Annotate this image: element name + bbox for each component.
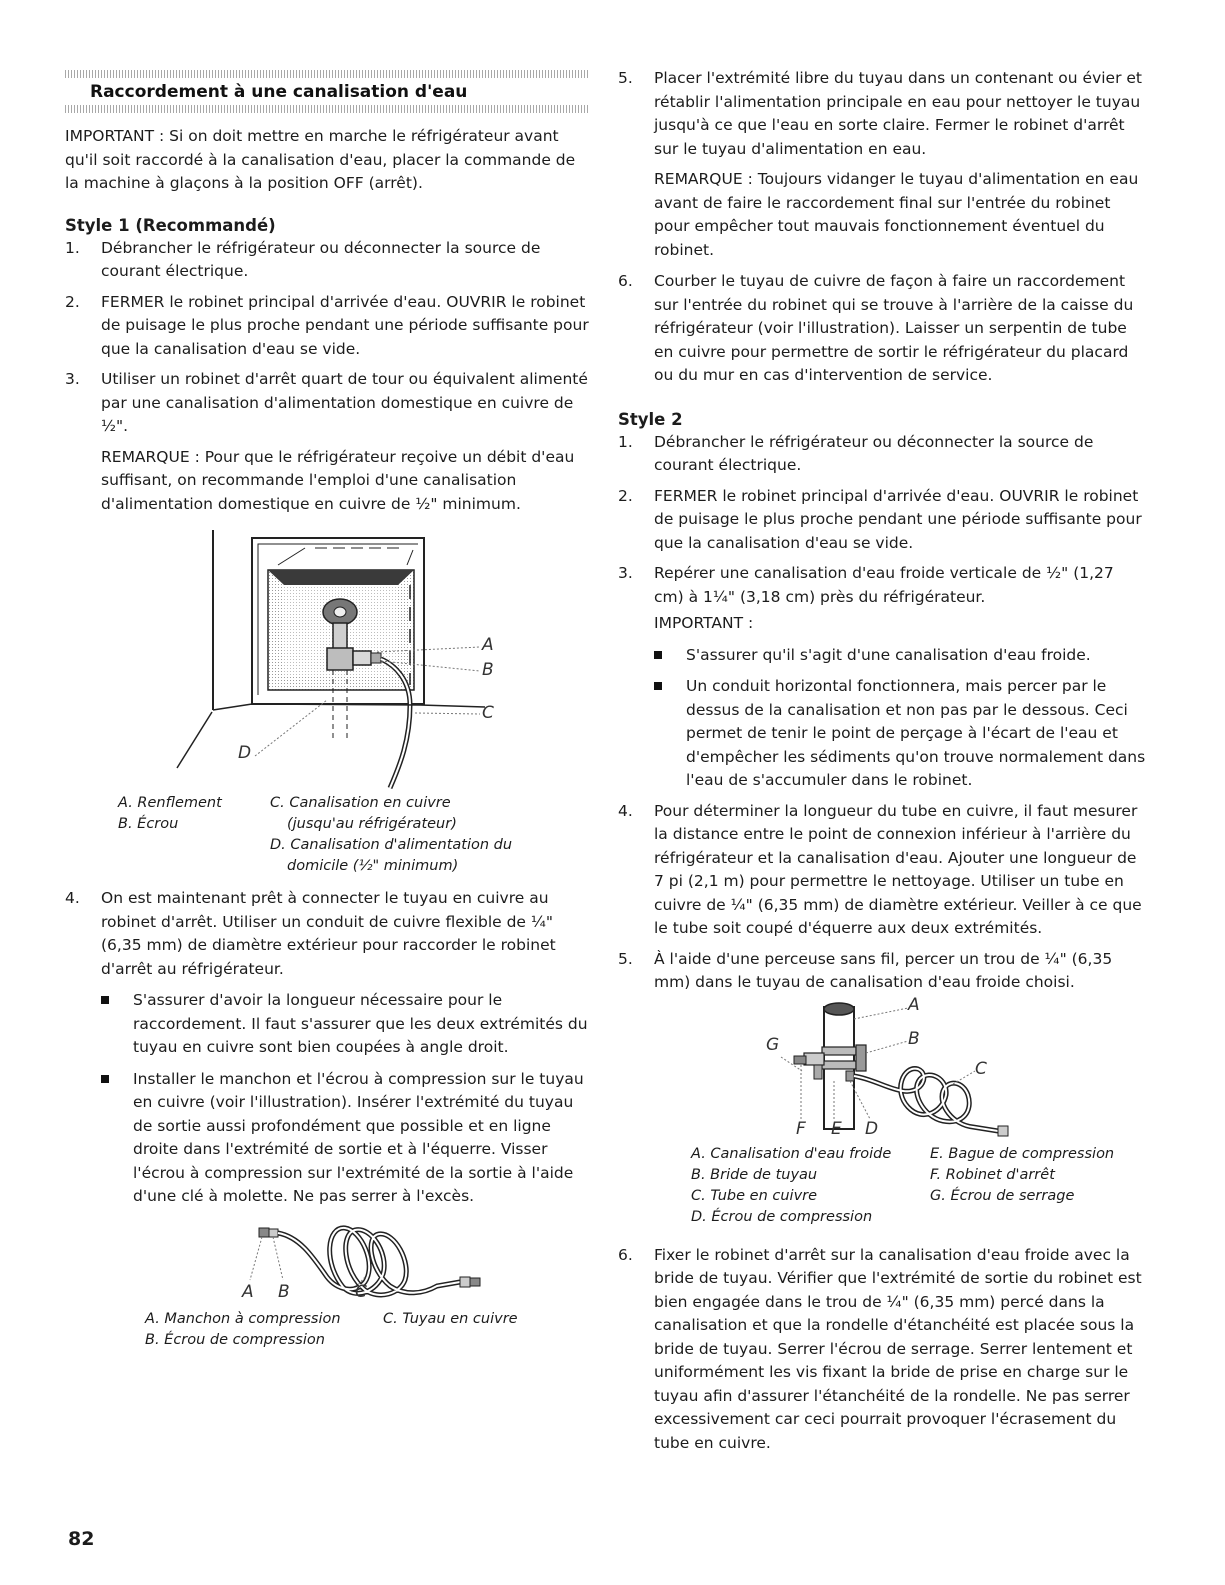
fig3-label-g: G xyxy=(766,1034,780,1055)
bullet-marker xyxy=(101,1075,109,1083)
fig3-caption-d: D. Écrou de compression xyxy=(691,1208,873,1225)
fig3-caption-f: F. Robinet d'arrêt xyxy=(930,1166,1055,1183)
step4-bullet-2 xyxy=(101,1068,590,1209)
fig3-caption-a: A. Canalisation d'eau froide xyxy=(691,1145,892,1162)
step4-bullets xyxy=(101,989,590,1209)
fig3-label-d: D xyxy=(865,1118,879,1139)
style2-heading: Style 2 xyxy=(618,409,683,429)
step-text: À l'aide d'une perceuse sans fil, percer un trou de ¼" (6,35 mm) dans le tuyau de canalisation d'eau froide choisi. xyxy=(654,949,1113,991)
step-text: On est maintenant prêt à connecter le tuyau en cuivre au robinet d'arrêt. Utiliser un conduit de cuivre flexible de ¼" (6,35 mm) de diamètre extérieur pour raccorder le robinet d'arrêt au réfrigérateur. xyxy=(101,889,556,978)
bullet-text: S'assurer d'avoir la longueur nécessaire pour le raccordement. Il faut s'assurer que les deux extrémités du tuyau en cuivre sont bien coupées à angle droit. xyxy=(133,991,588,1056)
figure-compression-fitting xyxy=(65,1222,590,1304)
step5-note xyxy=(654,168,1146,262)
fig1-caption-c: C. Canalisation en cuivre xyxy=(270,795,451,811)
step-text: Placer l'extrémité libre du tuyau dans un contenant ou évier et rétablir l'alimentation principale en eau pour nettoyer le tuyau jusqu'à ce que l'eau en sorte claire. Fermer le robinet d'arrêt sur le tuyau d'alimentation en eau. xyxy=(654,69,1142,158)
note-text: Pour que le réfrigérateur reçoive un débit d'eau suffisant, on recommande l'emploi d'une canalisation d'alimentation domestique en cuivre de ½" minimum. xyxy=(101,447,575,513)
fig3-label-c: C xyxy=(975,1058,987,1079)
style2-step-2 xyxy=(618,485,1146,556)
intro-label: IMPORTANT : xyxy=(65,127,165,145)
step-number: 5. xyxy=(618,949,633,968)
section-rule-top xyxy=(65,70,590,78)
step-number: 3. xyxy=(618,564,633,582)
fig1-caption-a: A. Renflement xyxy=(118,795,222,811)
fig2-caption-c: C. Tuyau en cuivre xyxy=(383,1310,518,1327)
fig2-label-a: A xyxy=(242,1281,254,1302)
intro-text: Si on doit mettre en marche le réfrigérateur avant qu'il soit raccordé à la canalisation d'eau, placer la commande de la machine à glaçons à la position OFF (arrêt). xyxy=(65,127,576,192)
style1-step-6 xyxy=(618,270,1146,388)
fig1-caption-d-detail: domicile (½" minimum) xyxy=(287,858,459,874)
figure1-captions xyxy=(65,793,590,873)
fig1-caption-d: D. Canalisation d'alimentation du xyxy=(270,837,513,853)
step-number: 5. xyxy=(618,69,633,87)
style2-step-1 xyxy=(618,431,1146,478)
compression-fitting-illustration xyxy=(65,1222,590,1304)
figure3-captions xyxy=(618,1144,1146,1232)
fig3-caption-e: E. Bague de compression xyxy=(930,1145,1115,1162)
style2-step-6 xyxy=(618,1244,1146,1456)
fig2-caption-a: A. Manchon à compression xyxy=(145,1310,341,1327)
style2-steps xyxy=(618,431,1146,995)
style1-note xyxy=(65,446,590,517)
note-label: REMARQUE : xyxy=(101,447,200,466)
figure-pipe-clamp xyxy=(618,994,1146,1139)
fig2-label-c: C xyxy=(355,1281,367,1302)
style1-step-4 xyxy=(65,887,590,1209)
style2-step-4 xyxy=(618,800,1146,941)
right-column xyxy=(618,0,1146,1455)
intro-paragraph xyxy=(65,125,590,196)
style2-step-5 xyxy=(618,948,1146,995)
style1-heading: Style 1 (Recommandé) xyxy=(65,215,276,235)
bullet-marker xyxy=(654,651,662,659)
bullet-text: Installer le manchon et l'écrou à compression sur le tuyau en cuivre (voir l'illustration). Insérer l'extrémité du tuyau de sortie aussi profondément que possible et en ligne droite dans l'extrémité de sortie et à l'équerre. Visser l'écrou à compression sur l'extrémité de la sortie à l'aide d'une clé à molette. Ne pas serrer à l'excès. xyxy=(133,1069,584,1205)
step-text: Utiliser un robinet d'arrêt quart de tour ou équivalent alimenté par une canalisation d'alimentation domestique en cuivre de ½". xyxy=(101,370,588,435)
step-text: Débrancher le réfrigérateur ou déconnecter la source de courant électrique. xyxy=(101,238,541,280)
figure2-captions xyxy=(65,1309,590,1353)
bullet-marker xyxy=(654,682,662,690)
fig3-caption-b: B. Bride de tuyau xyxy=(691,1166,818,1183)
note-text: Toujours vidanger le tuyau d'alimentation en eau avant de faire le raccordement final sur l'entrée du robinet pour empêcher tout mauvais fonctionnement éventuel du robinet. xyxy=(654,170,1139,259)
step-number: 1. xyxy=(65,238,80,257)
step-number: 6. xyxy=(618,1245,633,1264)
note-label: REMARQUE : xyxy=(654,170,753,188)
page-number: 82 xyxy=(68,1528,95,1550)
step-text: Débrancher le réfrigérateur ou déconnecter la source de courant électrique. xyxy=(654,432,1094,474)
fig2-label-b: B xyxy=(278,1281,290,1302)
step-text: Pour déterminer la longueur du tube en cuivre, il faut mesurer la distance entre le point de connexion inférieur à l'arrière du réfrigérateur et la canalisation d'eau. Ajouter une longueur de 7 pi (2,1 m) pour permettre le nettoyage. Utiliser un tube en cuivre de ¼" (6,35 mm) de diamètre extérieur. Veiller à ce que le tube soit coupé d'équerre aux deux extrémités. xyxy=(654,801,1142,937)
step4-bullet-1 xyxy=(101,989,590,1060)
bullet-text: Un conduit horizontal fonctionnera, mais percer par le dessus de la canalisation et non pas par le dessous. Ceci permet de tenir le point de perçage à l'écart de l'eau et d'empêcher les sédiments qu'on trouve normalement dans l'eau de s'accumuler dans le robinet. xyxy=(686,677,1146,789)
step-text: Repérer une canalisation d'eau froide verticale de ½" (1,27 cm) à 1¼" (3,18 cm) près du réfrigérateur. xyxy=(654,564,1114,606)
fig1-label-b: B xyxy=(482,660,494,680)
fig3-label-e: E xyxy=(831,1118,842,1139)
step-number: 6. xyxy=(618,272,633,290)
fig1-label-d: D xyxy=(238,743,252,763)
important-bullets xyxy=(654,644,1146,793)
style1-steps-continued xyxy=(65,887,590,1209)
left-column xyxy=(65,0,590,1353)
style1-steps xyxy=(65,237,590,439)
style2-step-3 xyxy=(618,562,1146,793)
fig2-caption-b: B. Écrou de compression xyxy=(145,1331,325,1348)
fig1-caption-c-detail: (jusqu'au réfrigérateur) xyxy=(287,816,457,832)
step-number: 2. xyxy=(618,486,633,505)
style2-steps-continued xyxy=(618,1244,1146,1456)
fig3-caption-g: G. Écrou de serrage xyxy=(930,1187,1075,1204)
fig3-label-b: B xyxy=(908,1028,920,1049)
fig3-label-a: A xyxy=(908,994,920,1015)
section-rule-bottom xyxy=(65,105,590,113)
step-text: Fixer le robinet d'arrêt sur la canalisation d'eau froide avec la bride de tuyau. Vérifier que l'extrémité de sortie du robinet est bien engagée dans le trou de ¼" (6,35 mm) percé dans la canalisation et que la rondelle d'étanchéité est placée sous la bride de tuyau. Serrer l'écrou de serrage. Serrer lentement et uniformément les vis fixant la bride de prise en charge sur le tuyau afin d'assurer l'étanchéité de la rondelle. Ne pas serrer excessivement car ceci pourrait provoquer l'écrasement du tube en cuivre. xyxy=(654,1245,1142,1452)
step-number: 1. xyxy=(618,432,633,451)
figure-valve-connection xyxy=(65,530,590,792)
pipe-clamp-illustration xyxy=(618,999,1146,1139)
step-text: Courber le tuyau de cuivre de façon à faire un raccordement sur l'entrée du robinet qui se trouve à l'arrière de la caisse du réfrigérateur (voir l'illustration). Laisser un serpentin de tube en cuivre pour permettre de sortir le réfrigérateur du placard ou du mur en cas d'intervention de service. xyxy=(654,272,1134,384)
important-bullet-1 xyxy=(654,644,1146,668)
style1-step-5 xyxy=(618,67,1146,262)
style1-steps-end xyxy=(618,67,1146,388)
step-number: 4. xyxy=(65,889,80,907)
fig1-label-a: A xyxy=(482,635,494,655)
section-title: Raccordement à une canalisation d'eau xyxy=(90,82,468,102)
step-text: FERMER le robinet principal d'arrivée d'eau. OUVRIR le robinet de puisage le plus proche pendant une période suffisante pour que la canalisation d'eau se vide. xyxy=(101,292,589,358)
fig1-caption-b: B. Écrou xyxy=(118,816,179,832)
fig3-label-f: F xyxy=(796,1118,806,1139)
fig1-label-c: C xyxy=(482,703,494,723)
step-number: 3. xyxy=(65,370,80,388)
step-number: 2. xyxy=(65,292,80,311)
important-label: IMPORTANT : xyxy=(654,614,754,632)
fig3-caption-c: C. Tube en cuivre xyxy=(691,1187,818,1204)
bullet-marker xyxy=(101,996,109,1004)
style1-step-3 xyxy=(65,368,590,439)
step-text: FERMER le robinet principal d'arrivée d'eau. OUVRIR le robinet de puisage le plus proche pendant une période suffisante pour que la canalisation d'eau se vide. xyxy=(654,486,1142,552)
valve-connection-illustration xyxy=(65,530,590,792)
bullet-text: S'assurer qu'il s'agit d'une canalisation d'eau froide. xyxy=(686,645,1091,664)
step-number: 4. xyxy=(618,801,633,820)
style1-step-1 xyxy=(65,237,590,284)
style1-step-2 xyxy=(65,291,590,362)
important-bullet-2 xyxy=(654,675,1146,793)
